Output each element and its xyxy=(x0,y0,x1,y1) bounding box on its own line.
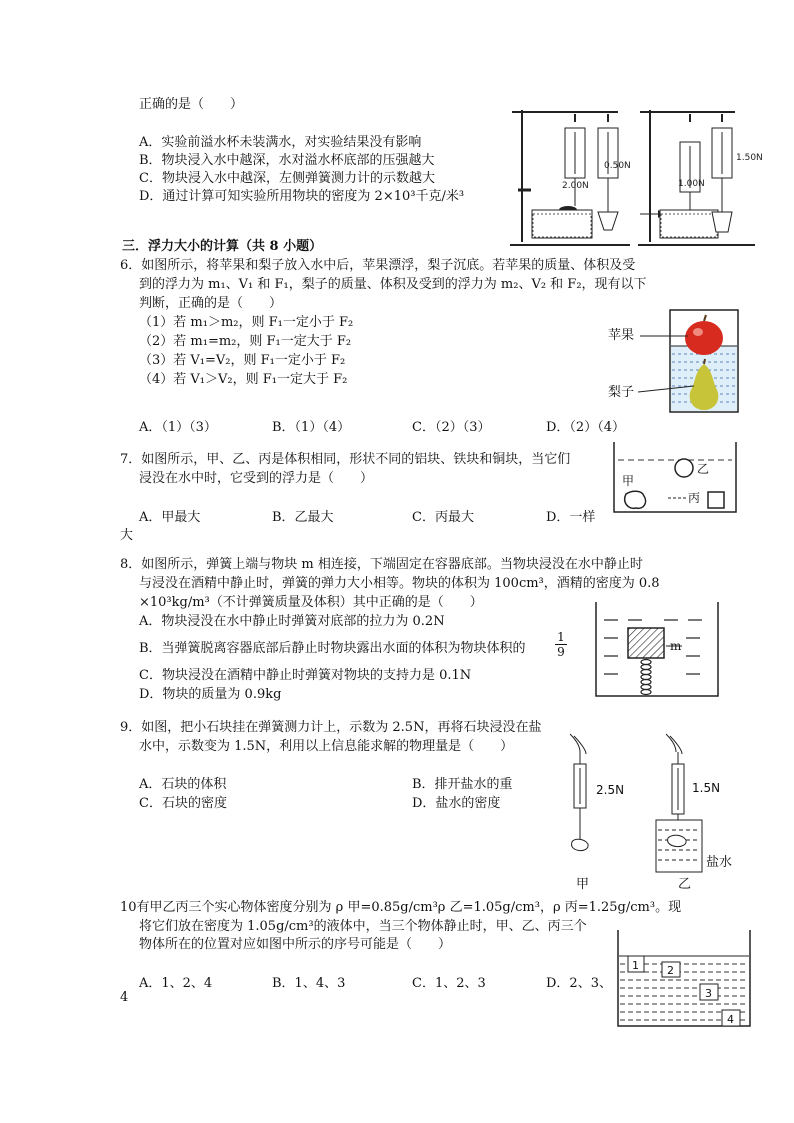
q8-frac-den: 9 xyxy=(557,645,565,659)
label-4: 4 xyxy=(727,1013,734,1026)
q9-option-d: D．盐水的密度 xyxy=(412,796,501,811)
q5-label-1.50N: 1.50N xyxy=(736,153,763,163)
q8-option-b: B．当弹簧脱离容器底部后静止时物块露出水面的体积为物块体积的 xyxy=(139,641,526,656)
label-apple: 苹果 xyxy=(608,328,635,343)
q7-option-b: B．乙最大 xyxy=(272,510,334,525)
label-bing: 丙 xyxy=(688,491,701,505)
q6-option-a: A．（1）（3） xyxy=(139,420,217,435)
label-jia: 甲 xyxy=(576,877,590,892)
q7-figure-three-blocks xyxy=(612,440,742,515)
q8-stem-line1: 8．如图所示，弹簧上端与物块 m 相连接，下端固定在容器底部。当物块浸没在水中静止时 xyxy=(120,557,643,572)
q6-option-b: B．（1）（4） xyxy=(272,420,351,435)
q9-option-b: B．排开盐水的重 xyxy=(412,777,513,792)
label-saltwater: 盐水 xyxy=(706,855,733,870)
q9-figure-spring-scale xyxy=(560,730,760,890)
q10-stem-line3: 物体所在的位置对应如图中所示的序号可能是（ ） xyxy=(139,937,452,952)
q10-stem-line2: 将它们放在密度为 1.05g/cm³的液体中，当三个物体静止时，甲、乙、丙三个 xyxy=(139,919,587,934)
q6-item-2: （2）若 m₁=m₂，则 F₁一定大于 F₂ xyxy=(139,334,352,349)
label-m: m xyxy=(670,639,682,653)
q5-option-d: D．通过计算可知实验所用物块的密度为 2×10³千克/米³ xyxy=(139,189,465,204)
q9-stem-line2: 水中，示数变为 1.5N，利用以上信息能求解的物理量是（ ） xyxy=(139,739,514,754)
q7-option-c: C．丙最大 xyxy=(412,510,474,525)
q6-item-1: （1）若 m₁＞m₂，则 F₁一定小于 F₂ xyxy=(139,315,354,330)
q7-stem-line1: 7．如图所示，甲、乙、丙是体积相同，形状不同的铝块、铁块和铜块，当它们 xyxy=(120,452,571,467)
q6-stem-line1: 6．如图所示，将苹果和梨子放入水中后，苹果漂浮，梨子沉底。若苹果的质量、体积及受 xyxy=(120,258,636,273)
apple-shape xyxy=(685,321,723,355)
q5-figure-overflow-experiment xyxy=(500,102,770,252)
q8-option-a: A．物块浸没在水中静止时弹簧对底部的拉力为 0.2N xyxy=(139,614,445,629)
q7-option-a: A．甲最大 xyxy=(139,510,201,525)
label-yi: 乙 xyxy=(697,462,710,476)
label-1.5N: 1.5N xyxy=(692,781,721,795)
q9-stem-line1: 9．如图，把小石块挂在弹簧测力计上，示数为 2.5N，再将石块浸没在盐 xyxy=(120,720,542,735)
q9-option-c: C．石块的密度 xyxy=(139,796,227,811)
q5-stem-tail: 正确的是（ ） xyxy=(139,97,244,112)
q10-option-b: B．1、4、3 xyxy=(272,976,346,991)
q6-option-d: D．（2）（4） xyxy=(546,420,625,435)
q6-option-c: C．（2）（3） xyxy=(412,420,491,435)
label-pear: 梨子 xyxy=(608,385,635,400)
q5-option-a: A．实验前溢水杯未装满水，对实验结果没有影响 xyxy=(139,135,422,150)
q6-stem-line2: 到的浮力为 m₁、V₁ 和 F₁，梨子的质量、体积及受到的浮力为 m₂、V₂ 和 F₂，现有以下 xyxy=(139,277,647,292)
q7-stem-line2: 浸没在水中时，它受到的浮力是（ ） xyxy=(139,471,374,486)
label-2: 2 xyxy=(667,964,674,977)
q8-frac-num: 1 xyxy=(555,630,567,645)
q6-stem-line3: 判断，正确的是（ ） xyxy=(139,296,283,311)
q10-option-a: A．1、2、4 xyxy=(139,976,213,991)
q8-stem-line2: 与浸没在酒精中静止时，弹簧的弹力大小相等。物块的体积为 100cm³，酒精的密度为 0.8 xyxy=(139,576,660,591)
label-2.5N: 2.5N xyxy=(596,783,625,797)
q7-option-d: D．一样 xyxy=(546,510,596,525)
q10-option-d: D．2、3、 xyxy=(546,976,612,991)
q8-option-c: C．物块浸没在酒精中静止时弹簧对物块的支持力是 0.1N xyxy=(139,668,472,683)
q5-label-1.00N: 1.00N xyxy=(678,179,705,189)
label-1: 1 xyxy=(632,959,639,972)
label-yi: 乙 xyxy=(678,877,692,892)
q6-item-4: （4）若 V₁＞V₂，则 F₁一定大于 F₂ xyxy=(139,372,348,387)
q10-option-c: C．1、2、3 xyxy=(412,976,486,991)
q6-item-3: （3）若 V₁=V₂，则 F₁一定小于 F₂ xyxy=(139,353,346,368)
q8-option-d: D．物块的质量为 0.9kg xyxy=(139,687,282,702)
label-jia: 甲 xyxy=(622,474,635,488)
q10-option-d-wrap: 4 xyxy=(120,990,129,1005)
section3-title: 三．浮力大小的计算（共 8 小题） xyxy=(122,239,323,254)
q5-label-0.50N: 0.50N xyxy=(604,161,631,171)
label-3: 3 xyxy=(705,987,712,1000)
q6-figure-apple-pear xyxy=(600,306,770,416)
q9-option-a: A．石块的体积 xyxy=(139,777,227,792)
q5-option-c: C．物块浸入水中越深，左侧弹簧测力计的示数越大 xyxy=(139,171,435,186)
q5-label-2.00N: 2.00N xyxy=(562,181,589,191)
q10-stem-line1: 10有甲乙丙三个实心物体密度分别为 ρ 甲=0.85g/cm³ρ 乙=1.05g/cm³，ρ 丙=1.25g/cm³。现 xyxy=(120,900,682,915)
q8-figure-spring-block xyxy=(594,600,722,700)
q10-figure-floating-objects xyxy=(616,928,756,1030)
q8-stem-line3: ×10³kg/m³（不计弹簧质量及体积）其中正确的是（ ） xyxy=(139,595,483,610)
q7-option-d-wrap: 大 xyxy=(120,528,134,543)
q8-fraction xyxy=(555,630,567,659)
q5-option-b: B．物块浸入水中越深，水对溢水杯底部的压强越大 xyxy=(139,153,435,168)
